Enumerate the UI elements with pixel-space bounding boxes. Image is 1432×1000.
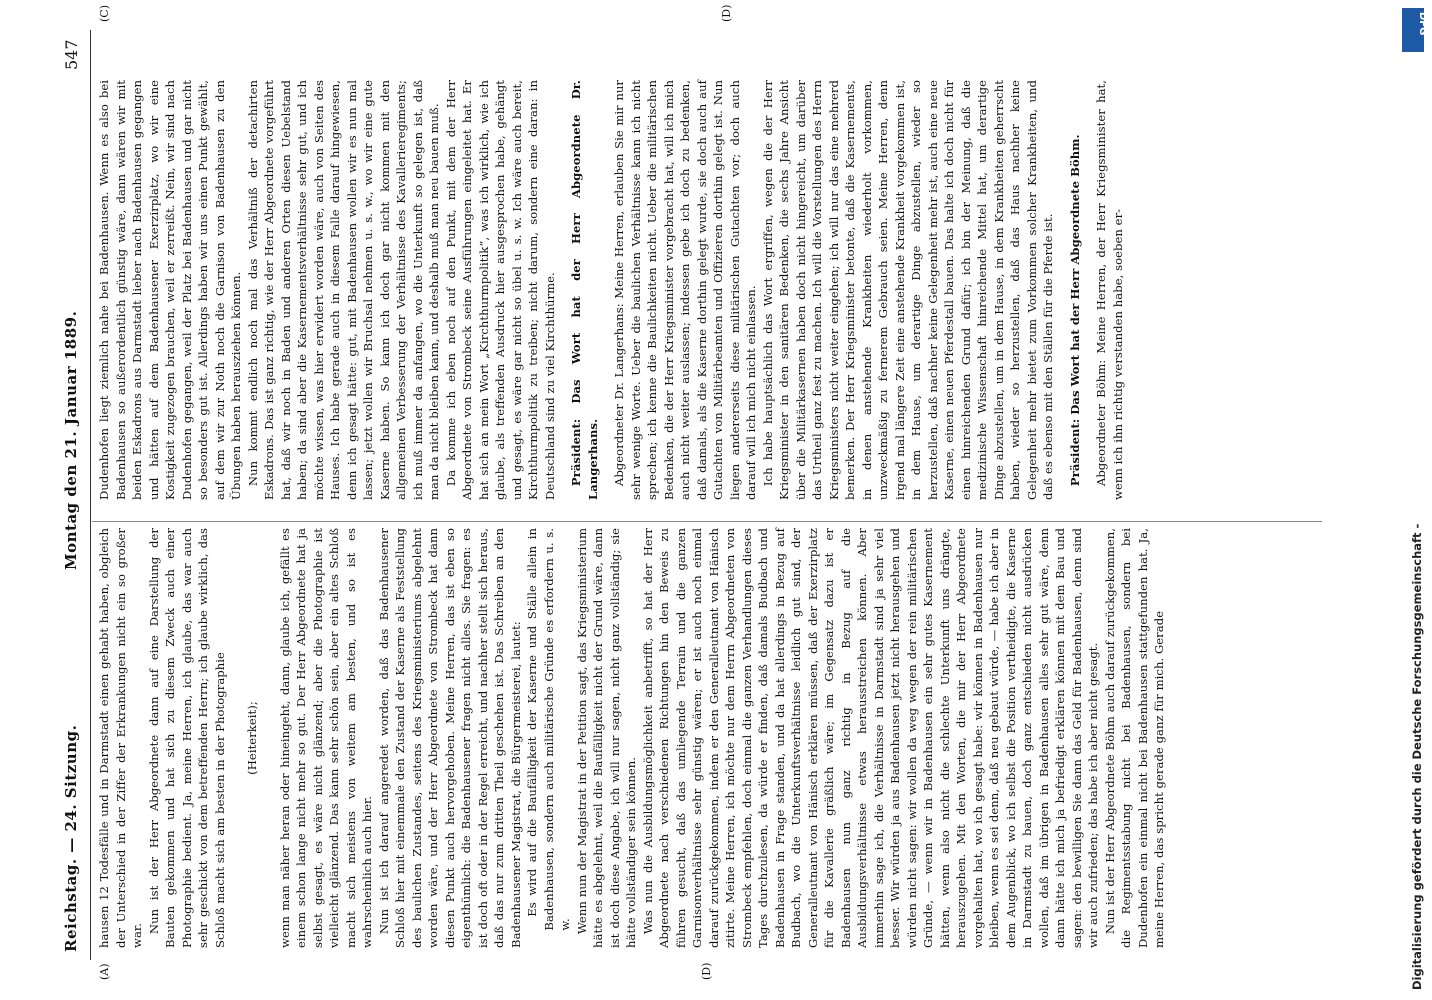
- digitization-note: Digitalisierung gefördert durch die Deutsche Forschungsgemeinschaft -: [1410, 523, 1424, 990]
- paragraph: wenn man näher heran oder hineingeht, dann, glaube ich, gefällt es einem schon lange nicht mehr so gut. Der Herr Abgeordnete hat ja selbst gesagt, es wäre nicht glänzend; aber die Photographie ist vielleicht glänzend. Das kann sehr schön sein, aber ein altes Schloß macht sich meistens von weitem am besten, und so ist es wahrscheinlich auch hier.: [277, 528, 374, 948]
- header-rule: [90, 30, 91, 960]
- paragraph: Was nun die Ausbildungsmöglichkeit anbetrifft, so hat der Herr Abgeordnete nach verschiedenen Richtungen hin den Beweis zu führen gesucht, daß das umliegende Terrain und die ganzen Garnisonverhältnisse sehr günstig wären; er ist auch noch einmal darauf zurückgekommen, indem er den Generalleutnant von Hänisch zitirte. Meine Herren, ich möchte nur dem Herrn Abgeordneten von Strombeck empfehlen, doch einmal die ganzen Verhandlungen dieses Tages durchzulesen, da würde er finden, daß damals Budbach und Badenhausen in Frage standen, und da hat allerdings in Bezug auf Budbach, wo die Unterkunftsverhältnisse leidlich gut sind, der Generalleutnant von Hänisch erklären müssen, daß der Exerzirplatz für die Kavallerie gräßlich wäre; im Gegensatz dazu ist er Badenhausen nun ganz richtig in Bezug auf die Ausbildungsverhältnisse etwas herausstreichen können. Aber immerhin sage ich, die Verhältnisse in Darmstadt sind ja sehr viel besser. Wir würden ja aus Badenhausen jetzt nicht herausgehen und würden nicht sagen: wir wollen da weg wegen der rein militärischen Gründe, — wenn wir in Badenhausen ein sehr gutes Kasernement hätten, wenn also nicht die schlechte Unterkunft uns drängte, herauszugehen. Mit den Worten, die mir der Herr Abgeordnete vorgehalten hat, wo ich gesagt habe: wir können in Badenhausen nur bleiben, wenn es sei denn, daß neu gebaut würde, — habe ich aber in dem Augenblick, wo ich selbst die Position vertheidigte, die Kaserne in Darmstadt zu bauen, doch ganz entschieden nicht ausdrücken wollen, daß im übrigen in Badenhausen alles sehr gut wäre, denn dann hätte ich mich ja befriedigt erklären können mit dem Bau und sagen: den bewilligen Sie dann das Geld für Badenhausen, denn sind wir auch zufrieden; das habe ich aber nicht gesagt.: [640, 528, 1100, 948]
- president-remark: Präsident: Das Wort hat der Herr Abgeordnete Böhm.: [1067, 134, 1082, 487]
- paragraph: Da komme ich eben noch auf den Punkt, mit dem der Herr Abgeordnete von Strombeck seine Ausführungen eingeleitet hat. Er hat sich an mein Wort „Kirchthurmpolitik“, was ich wirklich, wie ich glaube, als treffenden Ausdruck hier ausgesprochen habe, gehängt und gesagt, es wäre gar nicht so übel u. s. w. Ich wäre auch bereit, Kirchthurmpolitik zu treiben; nicht darum, sondern eine daran: in Deutschland sind zu viel Kirchthürme.: [443, 80, 557, 500]
- margin-mark-d: (D): [700, 962, 713, 980]
- paragraph: Nun kommt endlich noch mal das Verhältniß der detachirten Eskadrons. Das ist ganz richtig, wie der Herr Abgeordnete vorgeführt hat, daß wir noch in Baden und anderen Orten diesen Uebelstand haben; da sind aber die Kasernementsverhältnisse sehr gut, und ich möchte wissen, was hier erwidert worden wäre, auch von Seiten des Hauses. Ich habe gerade auch in diesem Falle darauf hingewiesen, denn ich gesagt hätte: gut, mit Badenhausen wollen wir es nun mal lassen; jetzt wollen wir Bruchsal nehmen u. s. w., wo wir eine gute Kaserne haben. So kann ich doch gar nicht kommen mit den allgemeinen Verbesserung der Verhältnisse des Kavallerieregiments; ich muß immer da anfangen, wo die Unterkunft so gelegen ist, daß man da nicht bleiben kann, und deshalb muß man neu bauen muß.: [245, 80, 441, 500]
- paragraph: Nun ist ich darauf angeredet worden, daß das Badenhausener Schloß hier mit einemmale den Zustand der Kaserne als Feststellung des baulichen Zustandes, seitens des Kriegsministeriums abgelehnt worden wäre, und der Herr Abgeordnete von Strombeck hat dann diesen Punkt auch hervorgehoben. Meine Herren, das ist eben so eigenthümlich: die Badenhausener fragen nicht alles. Sie fragen: es ist doch oft oder in der Regel erreicht, und nachher stellt sich heraus, daß das nur zum dritten Theil geschehen ist. Das Schreiben an den Badenhausener Magistrat, die Bürgermeisterei, lautet:: [376, 528, 523, 948]
- paragraph: Nun ist der Herr Abgeordnete Böhm auch darauf zurückgekommen, die Regimentsstabung nicht bei Badenhausen, sondern bei Dudenhofen ein einmal nicht bei Badenhausen stattgefunden hat. Ja, meine Herren, das spricht gerade ganz für mich. Gerade: [1102, 528, 1166, 948]
- president-remark: Präsident: Das Wort hat der Herr Abgeordnete Dr. Langerhans.: [569, 80, 600, 500]
- paragraph: Wenn nun der Magistrat in der Petition sagt, das Kriegsministerium hätte es abgelehnt, weil die Baufälligkeit nicht der Grund wäre, dann ist doch diese Angabe, ich will nur sagen, nicht ganz vollständig; sie hätte vollständiger sein können.: [574, 528, 638, 948]
- header-session: Reichstag. — 24. Sitzung.: [62, 724, 80, 952]
- page-number: 547: [62, 39, 81, 70]
- paragraph: hausen 12 Todesfälle und in Darmstadt einen gehabt haben, obgleich der Unterschied in der Ziffer der Erkrankungen nicht ein so großer war.: [97, 528, 144, 948]
- column-divider: [92, 521, 1322, 522]
- paragraph: Nun ist der Herr Abgeordnete dann auf eine Darstellung der Bauten gekommen und hat sich zu diesem Zweck auch einer Photographie bedient. Ja, meine Herren, ich glaube, das war auch sehr geschickt von dem betreffenden Herrn; ich glaube wirklich, das Schloß macht sich am besten in der Photographie: [146, 528, 227, 948]
- dfg-logo-text: DFG: [1417, 12, 1428, 36]
- header-date: Montag den 21. Januar 1889.: [62, 310, 80, 570]
- dfg-logo: [1402, 8, 1428, 52]
- margin-mark-c: (C): [98, 5, 111, 22]
- speech-langerhans: Abgeordneter Dr. Langerhans: Meine Herren, erlauben Sie mir nur sehr wenige Worte. Ueber die baulichen Verhältnisse kann ich nicht sprechen; ich kenne die Baulichkeiten nicht. Ueber die militärischen Bedenken, die der Herr Kriegsminister vorgebracht hat, will ich mich auch nicht weiter auslassen; indessen gebe ich doch zu bedenken, daß damals, als die Kaserne dorthin gelegt wurde, sie doch auch auf Gutachten von Militärbeamten und Offizieren dorthin gelegt ist. Nun liegen andererseits diese militärischen Gutachten vor; doch auch darauf will ich mich nicht einlassen.: [612, 80, 758, 500]
- left-column: [96, 528, 1168, 948]
- quoted-letter: Es wird auf die Baufälligkeit der Kaserne und Ställe allein in Badenhausen, sondern auch militärische Gründe es erfordern u. s. w.: [525, 528, 572, 931]
- page-header: [62, 0, 86, 1000]
- paragraph: Dudenhofen liegt ziemlich nahe bei Badenhausen. Wenn es also bei Badenhausen so außerordentlich günstig wäre, dann wären wir mit beiden Eskadrons aus Darmstadt lieber nach Badenhausen gegangen und hätten auf dem Badenhausener Exerzirplatz, wo wir eine Kostigkeit zugezogen brauchen, weil er zerreißt. Nein, wir sind nach Dudenhofen gegangen, weil der Platz bei Badenhausen und gar nicht so besonders gut ist. Allerdings haben wir uns einen Punkt gewählt, auf dem wir zur Noth noch die Garnison von Badenhausen zu den Übungen haben herausziehen können.: [97, 80, 243, 500]
- right-column: [96, 80, 1126, 500]
- laughter-note: (Heiterkeit);: [245, 701, 259, 775]
- margin-mark-d-right: (D): [720, 4, 733, 22]
- paragraph: Ich habe hauptsächlich das Wort ergriffen, wegen die der Herr Kriegsminister in den sanitären Bedenken, die sechs Jahre Ansicht über die Militärkasernen haben doch nicht hingereicht, um darüber das Urtheil ganz fest zu machen. Ich will die Vorstellungen des Herrn Kriegsministers nicht weiter eingehen; ich will nur das eine mehrerd bemerken. Der Herr Kriegsminister betonte, daß die Kasernements, in denen anstehende Krankheiten wiederholt vorkommen, unzweckmäßig zu fernerem Gebrauch seien. Meine Herren, denn irgend mal längere Zeit eine anstehende Krankheit vorgekommen ist, in dem Hause, um derartige Dinge abzustellen, wieder so herzustellen, daß nachher keine Gelegenheit mehr ist, auch eine neue Kaserne, einen neuen Pferdestall bauen. Das halte ich doch nicht für einen hinreichenden Grund dafür; ich bin der Meinung, daß die medizinische Wissenschaft hinreichende Mittel hat, um derartige Dinge abzustellen, um in dem Hause, in dem Krankheiten geherrscht haben, wieder so herzustellen, daß das Haus nachher keine Gelegenheit mehr bietet zum Vorkommen solcher Krankheiten, und daß es ebenso mit den Ställen für die Pferde ist.: [760, 80, 1055, 500]
- margin-mark-a: (A): [98, 963, 111, 980]
- speech-boehm: Abgeordneter Böhm: Meine Herren, der Herr Kriegsminister hat, wenn ich ihn richtig verstanden habe, soeben er-: [1094, 80, 1125, 500]
